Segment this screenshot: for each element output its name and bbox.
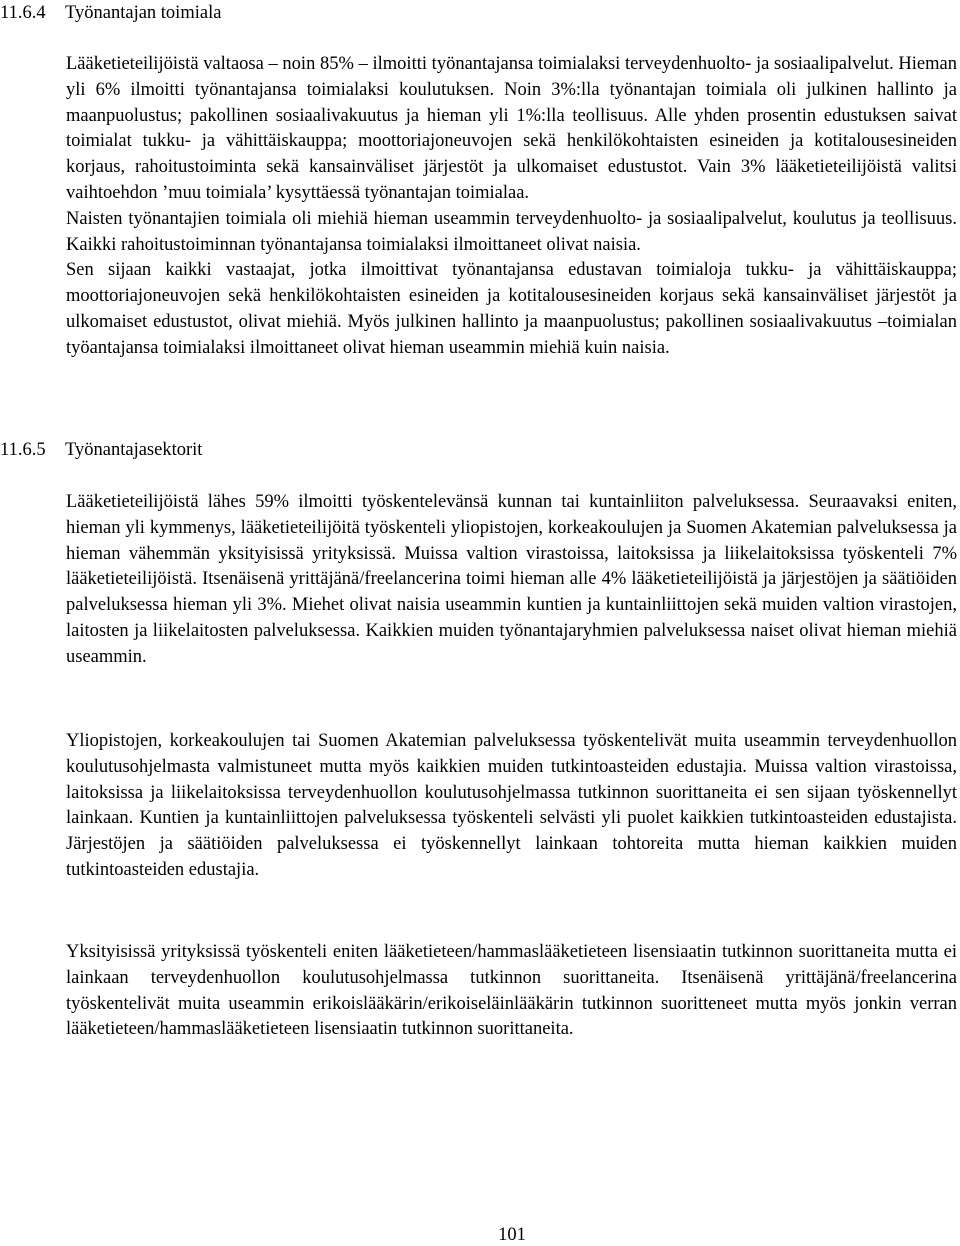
section-title: Työnantajan toimiala bbox=[65, 3, 222, 23]
text-block: Naisten työnantajien toimiala oli miehiä hieman useammin terveydenhuolto- ja sosiaalipalvelut, koulutus ja teollisuus. Kaikki rahoitustoiminnan työnantajansa toimialaksi ilmoittaneet olivat naisia. bbox=[66, 208, 957, 255]
text-block: Yliopistojen, korkeakoulujen tai Suomen Akatemian palveluksessa työskentelivät muita useammin terveydenhuollon koulutusohjelmasta valmistuneet mutta myös kaikkien muiden tutkintoasteiden edustajia. Muissa valtion virastoissa, laitoksissa ja liikelaitoksissa terveydenhuollon koulutusohjelmassa tutkinnon suorittaneita ei sen sijaan työskennellyt lainkaan. Kuntien ja kuntainliittojen palveluksessa työskenteli selvästi yli puolet kaikkien tutkintoasteiden edustajista. Järjestöjen ja säätiöiden palveluksessa ei työskennellyt lainkaan tohtoreita mutta hieman kaikkien muiden tutkintoasteiden edustajia. bbox=[66, 731, 957, 880]
paragraph-employer-industry bbox=[66, 52, 957, 362]
page-number: 101 bbox=[498, 1225, 526, 1245]
paragraph-universities bbox=[66, 729, 957, 884]
text-block: Sen sijaan kaikki vastaajat, jotka ilmoittivat työnantajansa edustavan toimialoja tukku- ja vähittäiskauppa; moottoriajoneuvojen sekä henkilökohtaisten esineiden ja kotitalousesineiden korjaus sekä kansainväliset järjestöt ja ulkomaiset edustustot, olivat miehiä. Myös julkinen hallinto ja maanpuolustus; pakollinen sosiaalivakuutus –toimialan työantajansa toimialaksi ilmoittaneet olivat hieman useammin miehiä kuin naisia. bbox=[66, 260, 957, 358]
section-number: 11.6.5 bbox=[0, 440, 46, 460]
section-heading-11-6-4 bbox=[0, 0, 221, 26]
section-number: 11.6.4 bbox=[0, 3, 46, 23]
section-heading-11-6-5 bbox=[0, 437, 202, 463]
paragraph-employer-sectors bbox=[66, 490, 957, 671]
text-block: Lääketieteilijöistä valtaosa – noin 85% – ilmoitti työnantajansa toimialaksi terveydenhuolto- ja sosiaalipalvelut. Hieman yli 6% ilmoitti työnantajansa toimialaksi koulutuksen. Noin 3%:lla työnantajan toimiala oli julkinen hallinto ja maanpuolustus; pakollinen sosiaalivakuutus ja hieman yli 1%:lla teollisuus. Alle yhden prosentin edustuksen saivat toimialat tukku- ja vähittäiskauppa; moottoriajoneuvojen sekä henkilökohtaisten esineiden ja kotitalousesineiden korjaus, rahoitustoiminta sekä kansainväliset järjestöt ja ulkomaiset edustustot. Vain 3% lääketieteilijöistä valitsi vaihtoehdon ’muu toimiala’ kysyttäessä työnantajan toimialaa. bbox=[66, 54, 957, 203]
text-block: Lääketieteilijöistä lähes 59% ilmoitti työskentelevänsä kunnan tai kuntainliiton palveluksessa. Seuraavaksi eniten, hieman yli kymmenys, lääketieteilijöitä työskenteli yliopistojen, korkeakoulujen ja Suomen Akatemian palveluksessa ja hieman vähemmän yksityisissä yrityksissä. Muissa valtion virastoissa, laitoksissa ja liikelaitoksissa työskenteli 7% lääketieteilijöistä. Itsenäisenä yrittäjänä/freelancerina toimi hieman alle 4% lääketieteilijöistä ja järjestöjen ja säätiöiden palveluksessa hieman yli 3%. Miehet olivat naisia useammin kuntien ja kuntainliittojen sekä muiden valtion virastojen, laitosten ja liikelaitosten palveluksessa. Kaikkien muiden työnantajaryhmien palveluksessa naiset olivat hieman miehiä useammin. bbox=[66, 492, 957, 667]
section-title: Työnantajasektorit bbox=[65, 440, 203, 460]
paragraph-private-companies bbox=[66, 940, 957, 1043]
text-block: Yksityisissä yrityksissä työskenteli eniten lääketieteen/hammaslääketieteen lisensiaatin tutkinnon suorittaneita mutta ei lainkaan terveydenhuollon koulutusohjelmassa tutkinnon suorittaneita. Itsenäisenä yrittäjänä/freelancerina työskentelivät muita useammin erikoislääkärin/erikoiseläinlääkärin tutkinnon suoritteneet mutta myös jonkin verran lääketieteen/hammaslääketieteen lisensiaatin tutkinnon suorittaneita. bbox=[66, 942, 957, 1040]
